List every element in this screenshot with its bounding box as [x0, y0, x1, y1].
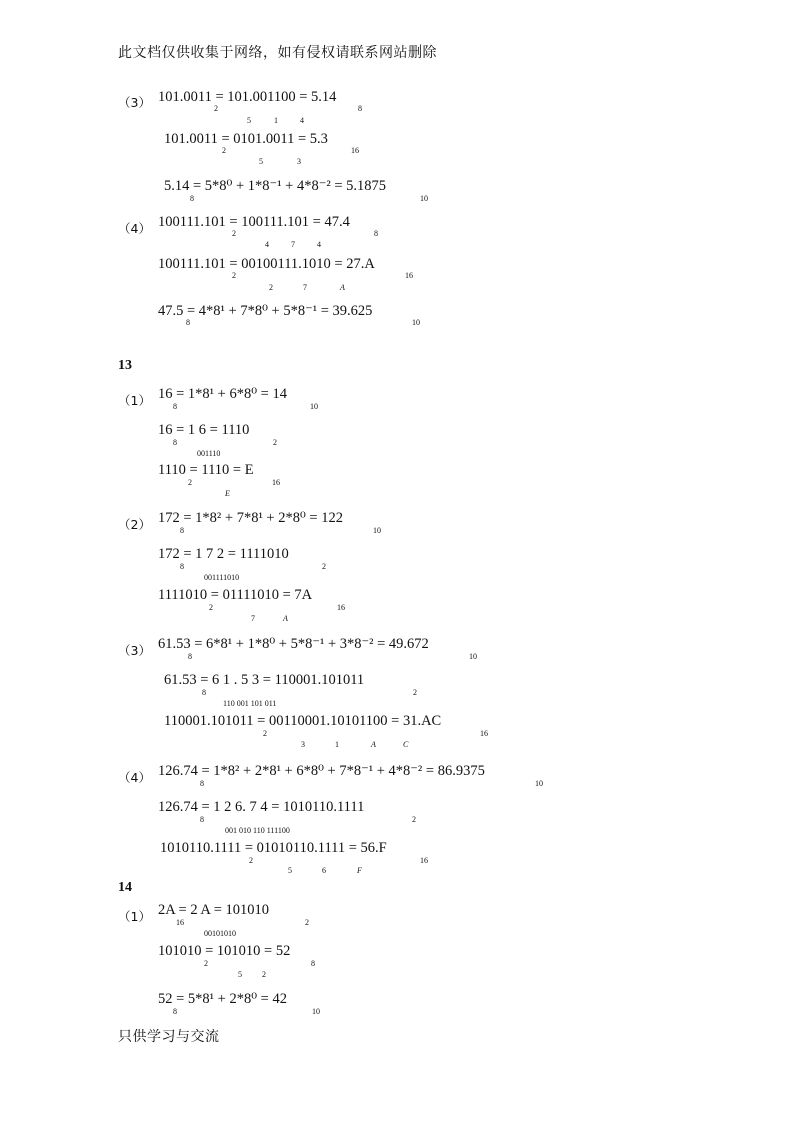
base-subscript: 16	[337, 603, 345, 612]
equation-line: 61.53 = 6*8¹ + 1*8⁰ + 5*8⁻¹ + 3*8⁻² = 49.672	[158, 636, 429, 652]
base-subscript: 16	[176, 918, 184, 927]
equation-line: 1010110.1111 = 01010110.1111 = 56.F	[160, 840, 387, 856]
base-subscript: 2	[214, 104, 218, 113]
group-digit: 1	[274, 116, 278, 125]
group-digit: A	[340, 283, 345, 292]
base-subscript: 2	[273, 438, 277, 447]
group-digit: A	[283, 614, 288, 623]
base-subscript: 2	[249, 856, 253, 865]
base-subscript: 10	[312, 1007, 320, 1016]
base-subscript: 8	[173, 438, 177, 447]
equation-line: 16 = 1*8¹ + 6*8⁰ = 14	[158, 386, 287, 402]
group-digit: 5	[247, 116, 251, 125]
item-label: （4）	[118, 770, 151, 785]
item-label: （3）	[118, 643, 151, 658]
base-subscript: 16	[480, 729, 488, 738]
group-digit: 7	[291, 240, 295, 249]
group-digit: 001111010	[204, 573, 240, 582]
base-subscript: 8	[190, 194, 194, 203]
section-title: 14	[118, 880, 132, 895]
base-subscript: 8	[173, 402, 177, 411]
base-subscript: 2	[222, 146, 226, 155]
item-label: （4）	[118, 221, 151, 236]
base-subscript: 2	[413, 688, 417, 697]
item-label: （2）	[118, 517, 151, 532]
item-label: （3）	[118, 95, 151, 110]
group-digit: 3	[301, 740, 305, 749]
group-digit: 3	[297, 157, 301, 166]
base-subscript: 10	[412, 318, 420, 327]
base-subscript: 16	[420, 856, 428, 865]
group-digit: 4	[265, 240, 269, 249]
base-subscript: 2	[263, 729, 267, 738]
group-digit: 00101010	[204, 929, 236, 938]
base-subscript: 16	[405, 271, 413, 280]
group-digit: C	[403, 740, 409, 749]
item-label: （1）	[118, 909, 151, 924]
base-subscript: 8	[173, 1007, 177, 1016]
equation-line: 100111.101 = 00100111.1010 = 27.A	[158, 256, 375, 272]
equation-line: 172 = 1 7 2 = 1111010	[158, 546, 289, 562]
base-subscript: 10	[535, 779, 543, 788]
equation-line: 100111.101 = 100111.101 = 47.4	[158, 214, 350, 230]
group-digit: 110 001 101 011	[223, 699, 277, 708]
group-digit: E	[225, 489, 230, 498]
base-subscript: 8	[374, 229, 378, 238]
equation-line: 1110 = 1110 = E	[158, 462, 254, 478]
equation-line: 61.53 = 6 1 . 5 3 = 110001.101011	[164, 672, 365, 688]
base-subscript: 2	[412, 815, 416, 824]
group-digit: 2	[262, 970, 266, 979]
equation-line: 101.0011 = 0101.0011 = 5.3	[164, 131, 328, 147]
equation-line: 172 = 1*8² + 7*8¹ + 2*8⁰ = 122	[158, 510, 343, 526]
base-subscript: 2	[322, 562, 326, 571]
group-digit: F	[357, 866, 362, 875]
item-label: （1）	[118, 393, 151, 408]
base-subscript: 8	[358, 104, 362, 113]
base-subscript: 10	[373, 526, 381, 535]
equation-line: 5.14 = 5*8⁰ + 1*8⁻¹ + 4*8⁻² = 5.1875	[164, 178, 387, 194]
group-digit: 1	[335, 740, 339, 749]
base-subscript: 16	[272, 478, 280, 487]
base-subscript: 8	[202, 688, 206, 697]
group-digit: 6	[322, 866, 326, 875]
base-subscript: 8	[186, 318, 190, 327]
equation-line: 52 = 5*8¹ + 2*8⁰ = 42	[158, 991, 287, 1007]
group-digit: 2	[269, 283, 273, 292]
equation-line: 2A = 2 A = 101010	[158, 902, 270, 918]
base-subscript: 2	[232, 229, 236, 238]
page-footer: 只供学习与交流	[118, 1029, 220, 1045]
base-subscript: 8	[200, 815, 204, 824]
base-subscript: 2	[204, 959, 208, 968]
base-subscript: 2	[209, 603, 213, 612]
group-digit: 5	[288, 866, 292, 875]
group-digit: 001 010 110 111100	[225, 826, 290, 835]
group-digit: 4	[317, 240, 321, 249]
page-header: 此文档仅供收集于网络，如有侵权请联系网站删除	[118, 45, 437, 61]
equation-line: 16 = 1 6 = 1110	[158, 422, 250, 438]
base-subscript: 10	[420, 194, 428, 203]
group-digit: 001110	[197, 449, 221, 458]
equation-line: 126.74 = 1*8² + 2*8¹ + 6*8⁰ + 7*8⁻¹ + 4*8⁻² = 86.9375	[158, 763, 485, 779]
group-digit: 4	[300, 116, 304, 125]
base-subscript: 8	[311, 959, 315, 968]
section-title: 13	[118, 358, 132, 373]
equation-line: 110001.101011 = 00110001.10101100 = 31.AC	[164, 713, 442, 729]
base-subscript: 8	[200, 779, 204, 788]
group-digit: 7	[303, 283, 307, 292]
equation-line: 101.0011 = 101.001100 = 5.14	[158, 89, 337, 105]
base-subscript: 10	[310, 402, 318, 411]
equation-line: 126.74 = 1 2 6. 7 4 = 1010110.1111	[158, 799, 365, 815]
base-subscript: 16	[351, 146, 359, 155]
equation-line: 1111010 = 01111010 = 7A	[158, 587, 313, 603]
base-subscript: 8	[188, 652, 192, 661]
group-digit: 7	[251, 614, 255, 623]
equation-line: 101010 = 101010 = 52	[158, 943, 291, 959]
group-digit: A	[371, 740, 376, 749]
base-subscript: 8	[180, 562, 184, 571]
base-subscript: 2	[232, 271, 236, 280]
group-digit: 5	[259, 157, 263, 166]
base-subscript: 2	[305, 918, 309, 927]
base-subscript: 10	[469, 652, 477, 661]
group-digit: 5	[238, 970, 242, 979]
base-subscript: 8	[180, 526, 184, 535]
equation-line: 47.5 = 4*8¹ + 7*8⁰ + 5*8⁻¹ = 39.625	[158, 303, 373, 319]
base-subscript: 2	[188, 478, 192, 487]
